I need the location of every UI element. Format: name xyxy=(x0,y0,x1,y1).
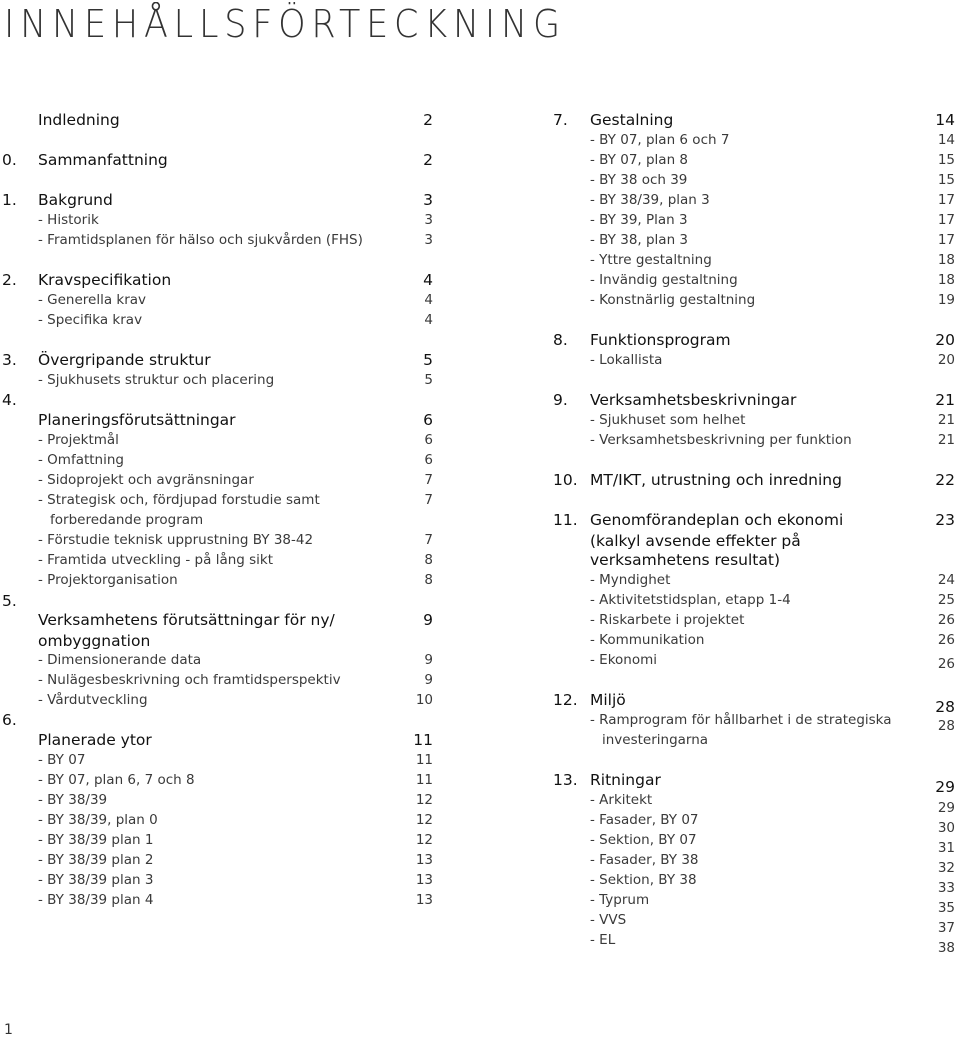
toc-item-page-number: 12 xyxy=(415,792,433,808)
toc-item-page-number: 15 xyxy=(937,152,955,168)
section-page-number: 22 xyxy=(935,471,955,489)
toc-item: - Lokallista xyxy=(590,352,663,368)
section-number: 4. xyxy=(2,391,17,409)
toc-item-page-number: 12 xyxy=(415,832,433,848)
section-title: MT/IKT, utrustning och inredning xyxy=(590,471,842,489)
toc-item: - Projektorganisation xyxy=(38,572,178,588)
section-title: Funktionsprogram xyxy=(590,331,731,349)
page-title: INNEHÅLLSFÖRTECKNING xyxy=(4,2,566,46)
toc-item-page-number: 17 xyxy=(937,192,955,208)
toc-item: - Framtidsplanen för hälso och sjukvården (FHS) xyxy=(38,232,363,248)
section-title: Övergripande struktur xyxy=(38,351,211,369)
toc-item: - Sjukhusets struktur och placering xyxy=(38,372,275,388)
section-page-number: 5 xyxy=(423,351,433,369)
toc-item: - BY 38 och 39 xyxy=(590,172,688,188)
section-title: Planeringsförutsättningar xyxy=(38,411,236,429)
toc-item: - Typrum xyxy=(590,892,650,908)
section-title: Gestalning xyxy=(590,111,674,129)
section-number: 11. xyxy=(553,511,578,529)
toc-item: - BY 07, plan 6 och 7 xyxy=(590,132,730,148)
toc-item: forberedande program xyxy=(50,512,204,528)
section-title: Ritningar xyxy=(590,771,661,789)
toc-item-page-number: 10 xyxy=(415,692,433,708)
toc-item-page-number: 9 xyxy=(424,672,433,688)
toc-item: - BY 38/39 plan 4 xyxy=(38,892,154,908)
toc-item-page-number: 28 xyxy=(937,718,955,734)
toc-item-page-number: 8 xyxy=(424,552,433,568)
toc-item: - BY 07, plan 6, 7 och 8 xyxy=(38,772,195,788)
section-title: (kalkyl avsende effekter på xyxy=(590,532,801,550)
section-page-number: 4 xyxy=(423,271,433,289)
toc-item: - Fasader, BY 07 xyxy=(590,812,699,828)
toc-item-page-number: 9 xyxy=(424,652,433,668)
toc-item-page-number: 12 xyxy=(415,812,433,828)
section-number: 8. xyxy=(553,331,568,349)
toc-item-page-number: 3 xyxy=(424,212,433,228)
toc-item: - Sidoprojekt och avgränsningar xyxy=(38,472,254,488)
toc-item: investeringarna xyxy=(602,732,709,748)
toc-item: - Yttre gestaltning xyxy=(590,252,712,268)
toc-item-page-number: 5 xyxy=(424,372,433,388)
toc-item-page-number: 30 xyxy=(937,820,955,836)
toc-item: - Nulägesbeskrivning och framtidsperspektiv xyxy=(38,672,341,688)
toc-item: - Kommunikation xyxy=(590,632,705,648)
toc-item-page-number: 13 xyxy=(415,872,433,888)
toc-item: - Ramprogram för hållbarhet i de strategiska xyxy=(590,712,892,728)
toc-item: - Konstnärlig gestaltning xyxy=(590,292,756,308)
toc-item-page-number: 29 xyxy=(937,800,955,816)
toc-item-page-number: 38 xyxy=(937,940,955,956)
toc-item: - BY 07 xyxy=(38,752,86,768)
toc-item: - Myndighet xyxy=(590,572,671,588)
section-number: 0. xyxy=(2,151,17,169)
toc-item: - BY 38/39, plan 3 xyxy=(590,192,710,208)
toc-item: - Förstudie teknisk upprustning BY 38-42 xyxy=(38,532,314,548)
section-page-number: 23 xyxy=(935,511,955,529)
section-title: Sammanfattning xyxy=(38,151,168,169)
toc-item-page-number: 7 xyxy=(424,472,433,488)
section-title: Miljö xyxy=(590,691,626,709)
toc-item-page-number: 37 xyxy=(937,920,955,936)
section-number: 13. xyxy=(553,771,578,789)
section-page-number: 11 xyxy=(413,731,433,749)
toc-item-page-number: 21 xyxy=(937,432,955,448)
toc-item: - VVS xyxy=(590,912,627,928)
section-title: Genomförandeplan och ekonomi xyxy=(590,511,844,529)
section-number: 6. xyxy=(2,711,17,729)
toc-item: - Arkitekt xyxy=(590,792,653,808)
toc-item: - Verksamhetsbeskrivning per funktion xyxy=(590,432,852,448)
section-title: Verksamhetens förutsättningar för ny/ xyxy=(38,611,335,629)
toc-item-page-number: 4 xyxy=(424,292,433,308)
toc-item: - Riskarbete i projektet xyxy=(590,612,745,628)
toc-item-page-number: 7 xyxy=(424,492,433,508)
section-number: 9. xyxy=(553,391,568,409)
toc-item-page-number: 24 xyxy=(937,572,955,588)
toc-item: - BY 38/39 plan 3 xyxy=(38,872,154,888)
toc-item-page-number: 26 xyxy=(937,632,955,648)
section-number: 7. xyxy=(553,111,568,129)
section-page-number: 9 xyxy=(423,611,433,629)
toc-item: - Aktivitetstidsplan, etapp 1-4 xyxy=(590,592,791,608)
toc-item: - EL xyxy=(590,932,616,948)
toc-item-page-number: 6 xyxy=(424,452,433,468)
section-title: verksamhetens resultat) xyxy=(590,551,781,569)
toc-item: - Sektion, BY 07 xyxy=(590,832,697,848)
toc-item: - Invändig gestaltning xyxy=(590,272,738,288)
toc-item-page-number: 26 xyxy=(937,612,955,628)
section-page-number: 21 xyxy=(935,391,955,409)
section-page-number: 2 xyxy=(423,111,433,129)
toc-item: - Dimensionerande data xyxy=(38,652,202,668)
toc-item-page-number: 14 xyxy=(937,132,955,148)
toc-item-page-number: 31 xyxy=(937,840,955,856)
toc-item-page-number: 19 xyxy=(937,292,955,308)
toc-item-page-number: 6 xyxy=(424,432,433,448)
section-page-number: 6 xyxy=(423,411,433,429)
toc-item-page-number: 35 xyxy=(937,900,955,916)
page-number: 1 xyxy=(4,1022,13,1038)
toc-item-page-number: 8 xyxy=(424,572,433,588)
toc-item-page-number: 13 xyxy=(415,892,433,908)
section-page-number: 2 xyxy=(423,151,433,169)
toc-item: - Omfattning xyxy=(38,452,124,468)
toc-item-page-number: 25 xyxy=(937,592,955,608)
section-page-number: 20 xyxy=(935,331,955,349)
toc-item: - Ekonomi xyxy=(590,652,658,668)
toc-item-page-number: 7 xyxy=(424,532,433,548)
toc-item: - BY 38/39, plan 0 xyxy=(38,812,158,828)
toc-item: - Fasader, BY 38 xyxy=(590,852,699,868)
section-title: ombyggnation xyxy=(38,632,151,650)
toc-item-page-number: 3 xyxy=(424,232,433,248)
section-page-number: 29 xyxy=(935,778,955,796)
toc-item: - BY 39, Plan 3 xyxy=(590,212,688,228)
toc-item: - Sjukhuset som helhet xyxy=(590,412,746,428)
section-number: 3. xyxy=(2,351,17,369)
section-title: Bakgrund xyxy=(38,191,113,209)
section-title: Planerade ytor xyxy=(38,731,152,749)
section-number: 5. xyxy=(2,592,17,610)
section-number: 10. xyxy=(553,471,578,489)
section-title: Verksamhetsbeskrivningar xyxy=(590,391,797,409)
toc-item-page-number: 33 xyxy=(937,880,955,896)
toc-item-page-number: 4 xyxy=(424,312,433,328)
toc-item: - Vårdutveckling xyxy=(38,692,148,708)
toc-item-page-number: 11 xyxy=(415,772,433,788)
toc-item: - Specifika krav xyxy=(38,312,143,328)
section-number: 1. xyxy=(2,191,17,209)
toc-item: - BY 38, plan 3 xyxy=(590,232,689,248)
section-title: Kravspecifikation xyxy=(38,271,172,289)
section-title: Indledning xyxy=(38,111,120,129)
toc-item: - Generella krav xyxy=(38,292,147,308)
toc-item: - BY 38/39 plan 1 xyxy=(38,832,154,848)
toc-item-page-number: 26 xyxy=(937,656,955,672)
section-page-number: 14 xyxy=(935,111,955,129)
toc-item: - Historik xyxy=(38,212,99,228)
toc-item-page-number: 18 xyxy=(937,252,955,268)
toc-item-page-number: 15 xyxy=(937,172,955,188)
toc-item: - BY 38/39 plan 2 xyxy=(38,852,154,868)
section-page-number: 28 xyxy=(935,698,955,716)
toc-item-page-number: 21 xyxy=(937,412,955,428)
toc-item: - BY 38/39 xyxy=(38,792,108,808)
toc-item: - Framtida utveckling - på lång sikt xyxy=(38,552,274,568)
section-page-number: 3 xyxy=(423,191,433,209)
section-number: 2. xyxy=(2,271,17,289)
toc-item: - Strategisk och, fördjupad forstudie samt xyxy=(38,492,320,508)
toc-item-page-number: 13 xyxy=(415,852,433,868)
toc-item-page-number: 17 xyxy=(937,232,955,248)
toc-item-page-number: 20 xyxy=(937,352,955,368)
toc-item: - BY 07, plan 8 xyxy=(590,152,689,168)
section-number: 12. xyxy=(553,691,578,709)
toc-item: - Sektion, BY 38 xyxy=(590,872,697,888)
toc-item-page-number: 17 xyxy=(937,212,955,228)
toc-item-page-number: 18 xyxy=(937,272,955,288)
toc-item-page-number: 32 xyxy=(937,860,955,876)
toc-item-page-number: 11 xyxy=(415,752,433,768)
toc-item: - Projektmål xyxy=(38,432,119,448)
